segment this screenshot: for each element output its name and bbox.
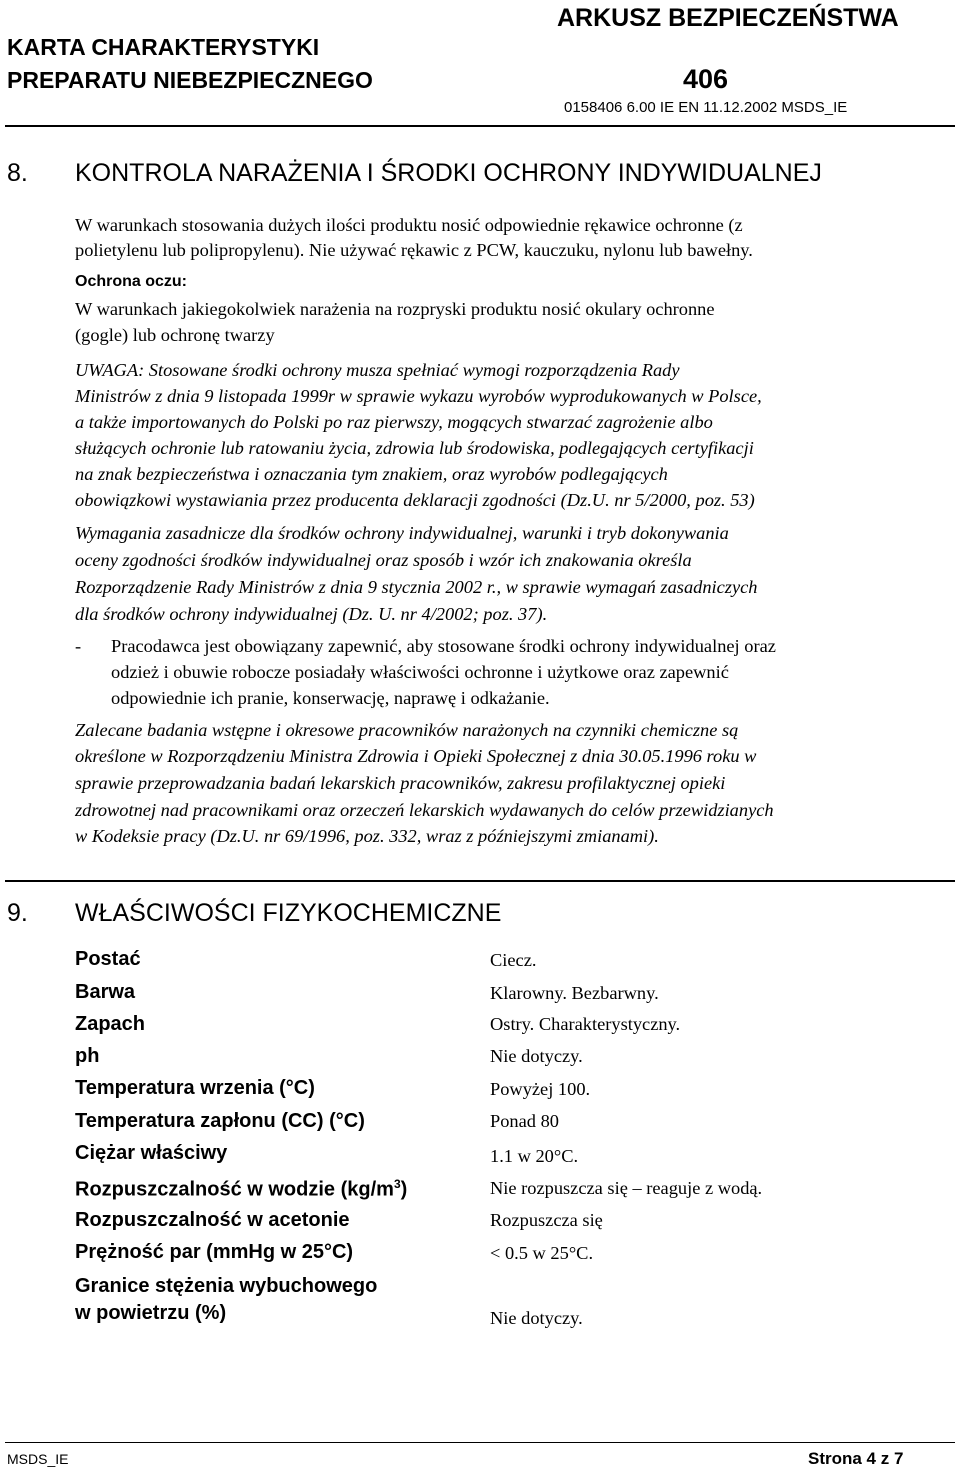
exams-line: określone w Rozporządzeniu Ministra Zdrowia i Opieki Społecznej z dnia 30.05.1996 roku w	[75, 746, 757, 766]
bullet-dash: -	[75, 636, 82, 656]
property-label: Postać	[75, 948, 141, 970]
eye-protection-label: Ochrona oczu:	[75, 273, 188, 290]
property-value: Ostry. Charakterystyczny.	[490, 1014, 681, 1034]
bullet-line: odpowiednie ich pranie, konserwację, naprawę i odkażanie.	[111, 688, 550, 708]
property-value: < 0.5 w 25°C.	[490, 1243, 594, 1263]
header-title-line1: KARTA CHARAKTERYSTYKI	[7, 34, 320, 60]
header-title-line2: PREPARATU NIEBEZPIECZNEGO	[7, 67, 373, 93]
property-label: Granice stężenia wybuchowego	[75, 1275, 378, 1297]
requirements-line: Wymagania zasadnicze dla środków ochrony indywidualnej, warunki i tryb dokonywania	[75, 523, 729, 543]
header-divider	[5, 125, 955, 127]
note-line: służących ochronie lub ratowaniu życia, zdrowia lub środowiska, podlegających certyfikacji	[75, 438, 754, 458]
section-divider	[5, 880, 955, 882]
requirements-line: Rozporządzenie Rady Ministrów z dnia 9 stycznia 2002 r., w sprawie wymagań zasadniczych	[75, 577, 758, 597]
note-line: na znak bezpieczeństwa i oznaczania tym znakiem, oraz wyrobów podlegających	[75, 464, 668, 484]
property-label: ph	[75, 1045, 100, 1067]
eye-protection-line1: W warunkach jakiegokolwiek narażenia na rozpryski produktu nosić okulary ochronne	[75, 299, 715, 319]
footer-divider	[5, 1442, 955, 1443]
requirements-line: dla środków ochrony indywidualnej (Dz. U. nr 4/2002; poz. 37).	[75, 604, 548, 624]
property-label: Temperatura wrzenia (°C)	[75, 1077, 315, 1099]
property-value: 1.1 w 20°C.	[490, 1146, 579, 1166]
property-label: Rozpuszczalność w acetonie	[75, 1209, 350, 1231]
property-value: Nie rozpuszcza się – reaguje z wodą.	[490, 1178, 763, 1198]
section8-number: 8.	[7, 159, 28, 187]
property-value: Rozpuszcza się	[490, 1210, 603, 1230]
header-doc-code: 0158406 6.00 IE EN 11.12.2002 MSDS_IE	[564, 99, 848, 116]
property-value: Powyżej 100.	[490, 1079, 591, 1099]
eye-protection-line2: (gogle) lub ochronę twarzy	[75, 325, 275, 345]
gloves-text-line1: W warunkach stosowania dużych ilości produktu nosić odpowiednie rękawice ochronne (z	[75, 215, 743, 235]
note-line: a także importowanych do Polski po raz pierwszy, mogących stwarzać zagrożenie albo	[75, 412, 713, 432]
note-line: UWAGA: Stosowane środki ochrony musza spełniać wymogi rozporządzenia Rady	[75, 360, 680, 380]
property-label	[75, 1177, 407, 1202]
section9-number: 9.	[7, 899, 28, 927]
exams-line: w Kodeksie pracy (Dz.U. nr 69/1996, poz. 332, wraz z późniejszymi zmianami).	[75, 826, 659, 846]
property-label-end: )	[400, 1178, 408, 1201]
property-value: Ponad 80	[490, 1111, 559, 1131]
exams-line: Zalecane badania wstępne i okresowe pracowników narażonych na czynniki chemiczne są	[75, 720, 739, 740]
footer-doc-id: MSDS_IE	[7, 1451, 69, 1467]
section9-title: WŁAŚCIWOŚCI FIZYKOCHEMICZNE	[75, 899, 502, 927]
property-label: Prężność par (mmHg w 25°C)	[75, 1241, 354, 1263]
property-value: Klarowny. Bezbarwny.	[490, 983, 659, 1003]
property-label: Zapach	[75, 1013, 146, 1035]
bullet-line: Pracodawca jest obowiązany zapewnić, aby stosowane środki ochrony indywidualnej oraz	[111, 636, 776, 656]
section8-title: KONTROLA NARAŻENIA I ŚRODKI OCHRONY INDYWIDUALNEJ	[75, 159, 822, 187]
property-value: Nie dotyczy.	[490, 1308, 583, 1328]
exams-line: zdrowotnej nad pracownikami oraz orzeczeń lekarskich wydawanych do celów przewidzianych	[75, 800, 774, 820]
note-line: Ministrów z dnia 9 listopada 1999r w sprawie wykazu wyrobów wyprodukowanych w Polsce,	[75, 386, 762, 406]
header-number: 406	[683, 64, 729, 94]
property-value: Ciecz.	[490, 950, 537, 970]
note-line: obowiązkowi wystawiania przez producenta deklaracji zgodności (Dz.U. nr 5/2000, poz. 53)	[75, 490, 755, 510]
property-label: Ciężar właściwy	[75, 1142, 228, 1164]
property-label: Temperatura zapłonu (CC) (°C)	[75, 1110, 365, 1132]
header-title-right: ARKUSZ BEZPIECZEŃSTWA	[557, 4, 899, 32]
footer-page-number: Strona 4 z 7	[808, 1449, 904, 1468]
property-label-text: Rozpuszczalność w wodzie (kg/m	[75, 1178, 394, 1201]
property-label: Barwa	[75, 981, 136, 1003]
gloves-text-line2: polietylenu lub polipropylenu). Nie używać rękawic z PCW, kauczuku, nylonu lub bawełny.	[75, 240, 753, 260]
exams-line: sprawie przeprowadzania badań lekarskich pracowników, zakresu profilaktycznej opieki	[75, 773, 726, 793]
bullet-line: odzież i obuwie robocze posiadały właściwości ochronne i użytkowe oraz zapewnić	[111, 662, 729, 682]
property-label-line2: w powietrzu (%)	[75, 1302, 227, 1324]
property-value: Nie dotyczy.	[490, 1046, 583, 1066]
property-label-sup: 3	[393, 1177, 401, 1191]
requirements-line: oceny zgodności środków indywidualnej oraz sposób i wzór ich znakowania określa	[75, 550, 692, 570]
